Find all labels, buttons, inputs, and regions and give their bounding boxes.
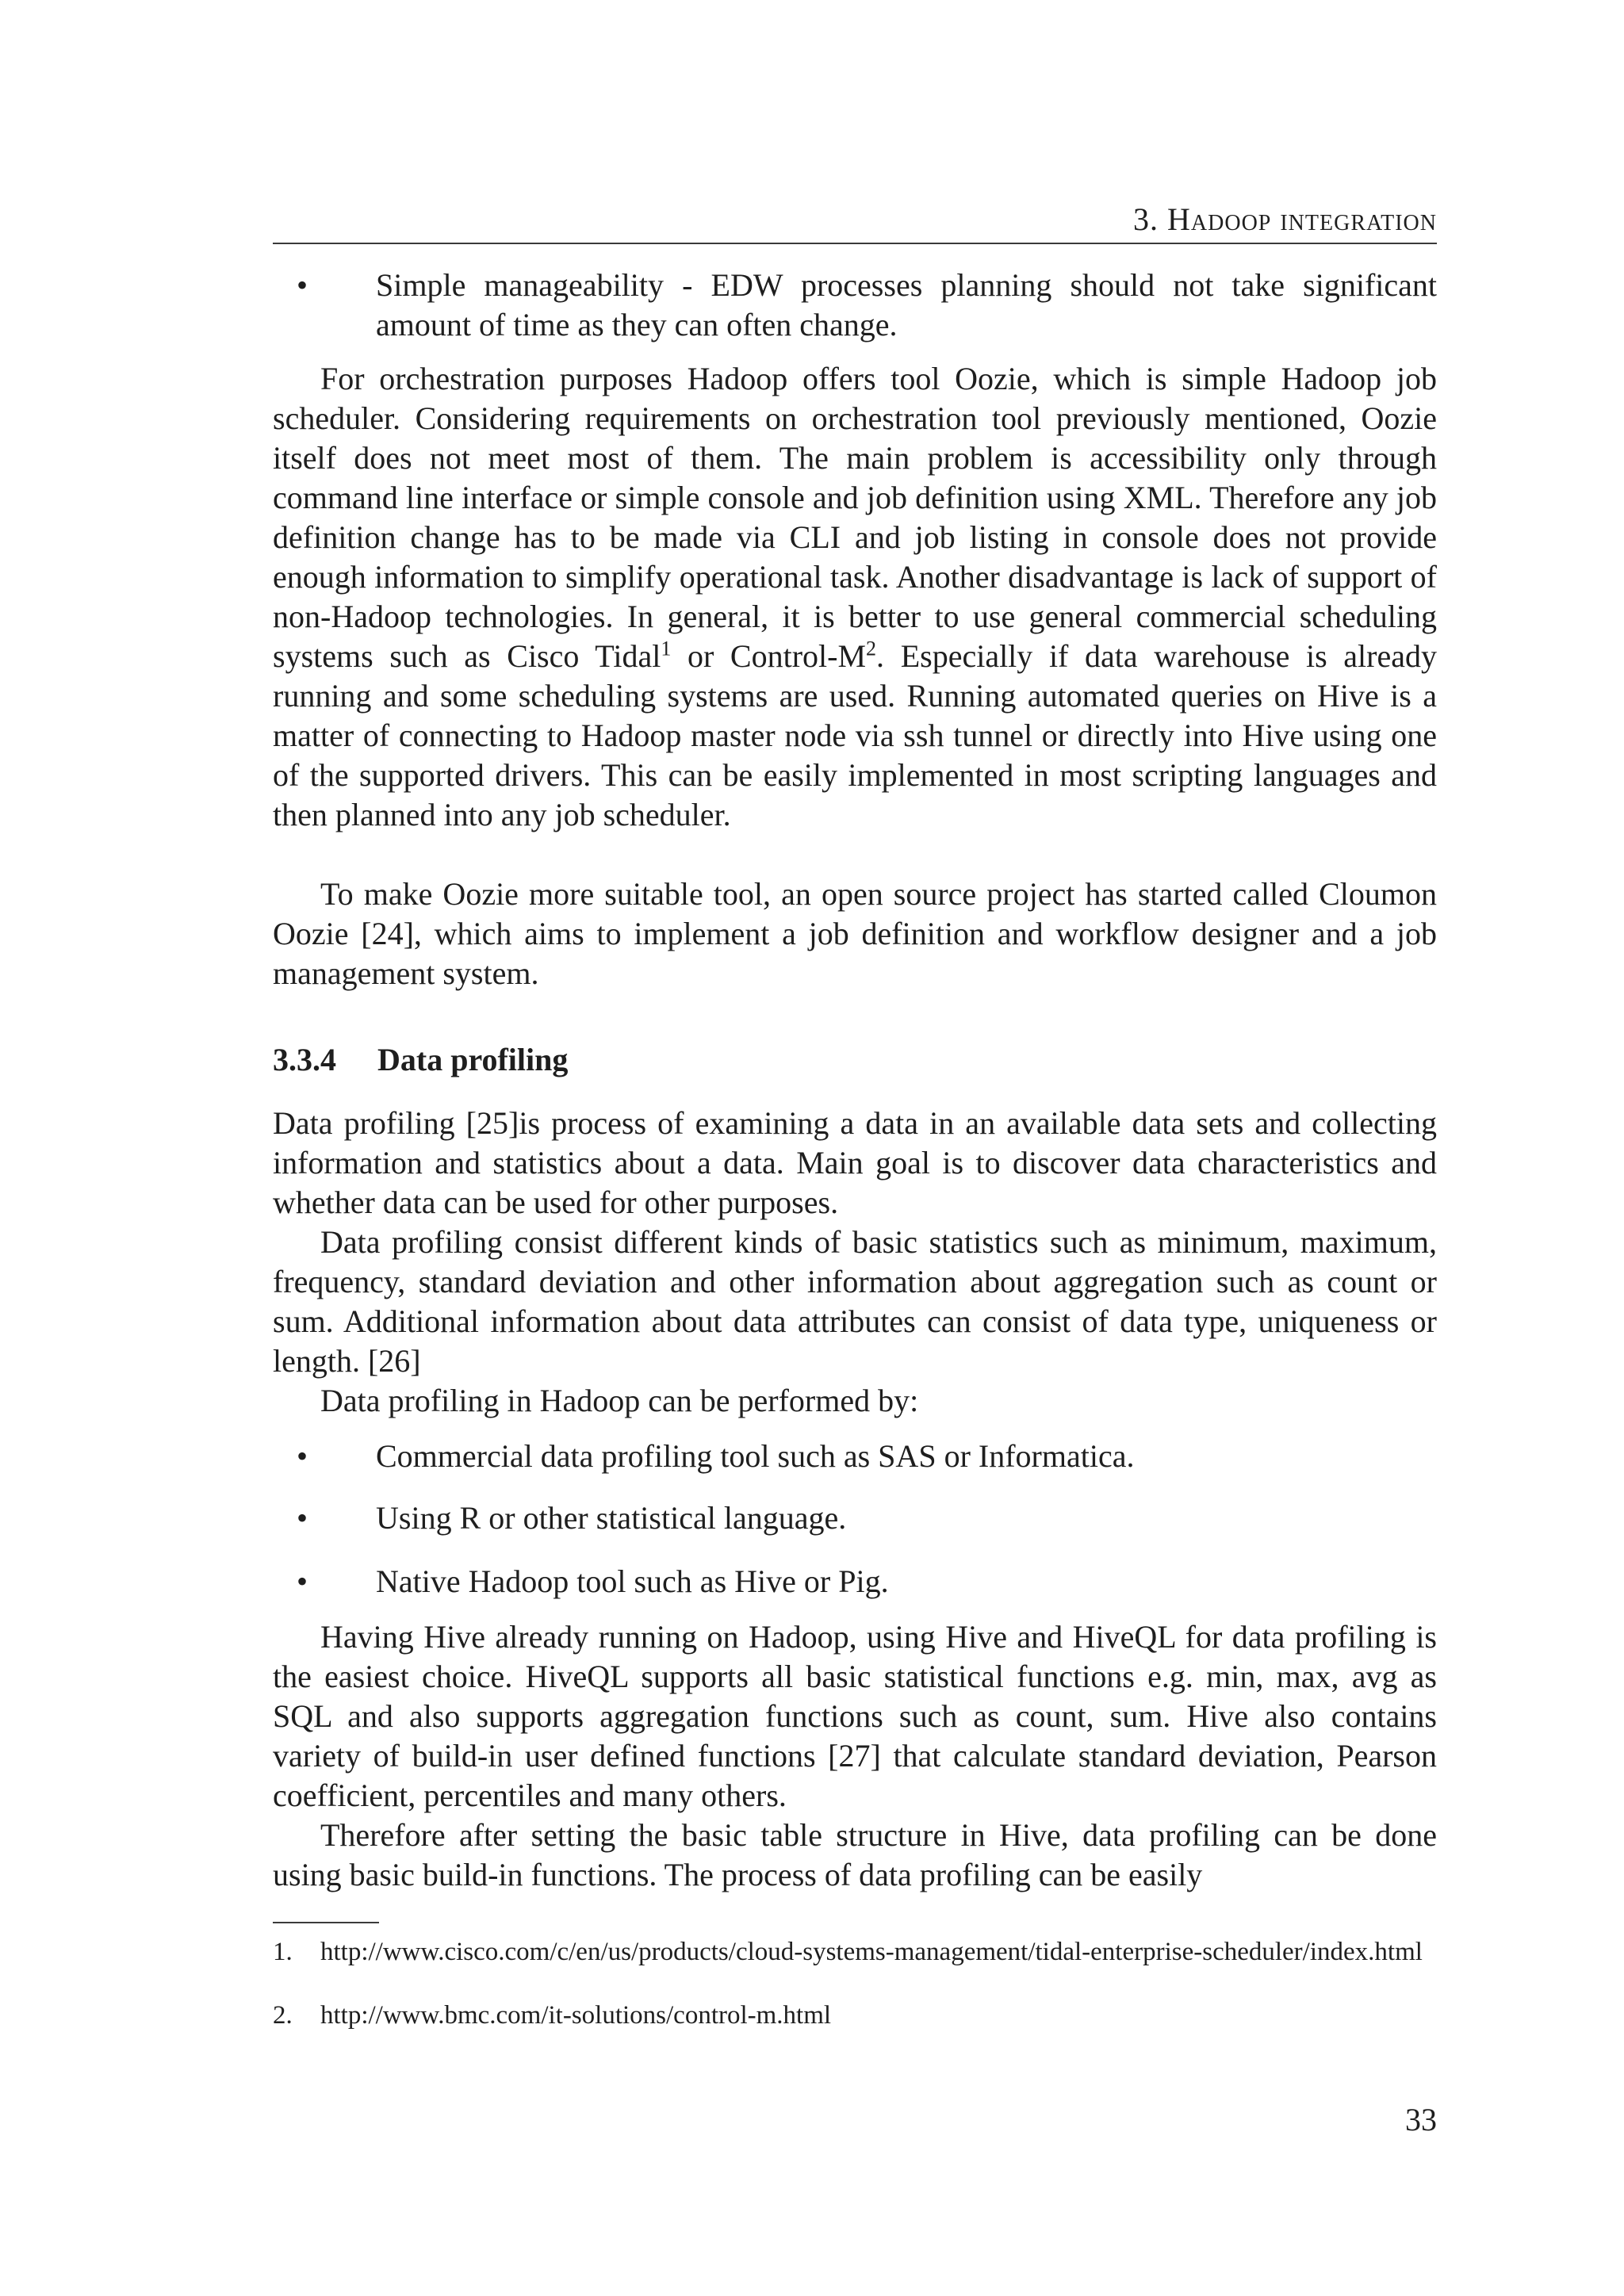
paragraph-hive: Having Hive already running on Hadoop, using Hive and HiveQL for data profiling is the easiest choice. HiveQL supports all basic statistical functions e.g. min, max, avg as SQL and also supports aggregation functions such as count, sum. Hive also contains variety of build-in user defined functions [27] that calculate standard deviation, Pearson coefficient, percentiles and many others. <box>273 1619 1437 1813</box>
bullet-marker: • <box>297 1563 308 1599</box>
section-title: Data profiling <box>377 1042 569 1077</box>
section-heading <box>273 1040 568 1080</box>
bullet-marker: • <box>297 267 308 303</box>
footnote-number: 2. <box>273 2001 293 2030</box>
bullet-text: Simple manageability - EDW processes planning should not take significant amount of time as they can often change. <box>376 267 1437 342</box>
bullet-text: Commercial data profiling tool such as SAS or Informatica. <box>376 1438 1135 1474</box>
paragraph-oozie-part2: or Control-M <box>671 638 867 674</box>
paragraph-oozie-part1: For orchestration purposes Hadoop offers tool Oozie, which is simple Hadoop job scheduler. Considering requirements on orchestration tool previously mentioned, Oozie itself does not meet most of them. The main problem is accessibility only through command line interface or simple console and job definition using XML. Therefore any job definition change has to be made via CLI and job listing in console does not provide enough information to simplify operational task. Another disadvantage is lack of support of non-Hadoop technologies. In general, it is better to use general commercial scheduling systems such as Cisco Tidal <box>273 361 1437 674</box>
footnote-ref-1: 1 <box>661 637 672 660</box>
chapter-heading <box>1133 201 1437 238</box>
footnote-1 <box>273 1936 1437 1968</box>
paragraph-profiling-hadoop: Data profiling in Hadoop can be performed by: <box>320 1383 919 1418</box>
paragraph-therefore: Therefore after setting the basic table structure in Hive, data profiling can be done using basic build-in functions. The process of data profiling can be easily <box>273 1817 1437 1892</box>
paragraph-oozie-part3: . Especially if data warehouse is already running and some scheduling systems are used. Running automated queries on Hive is a matter of connecting to Hadoop master node via ssh tunnel or directly into Hive using one of the supported drivers. This can be easily implemented in most scripting languages and then planned into any job scheduler. <box>273 638 1437 832</box>
footnote-2 <box>273 1999 1437 2031</box>
footnote-link[interactable]: http://www.cisco.com/c/en/us/products/cloud-systems-management/tidal-enterprise-scheduler/index.html <box>320 1938 1423 1966</box>
page-number: 33 <box>1405 2102 1437 2137</box>
section-number: 3.3.4 <box>273 1042 336 1077</box>
footnote-link[interactable]: http://www.bmc.com/it-solutions/control-m.html <box>320 2001 832 2030</box>
paragraph-oozie <box>273 359 1437 835</box>
bullet-text: Using R or other statistical language. <box>376 1500 847 1536</box>
footnote-number: 1. <box>273 1938 293 1966</box>
paragraph-profiling-statistics: Data profiling consist different kinds of basic statistics such as minimum, maximum, frequency, standard deviation and other information about aggregation such as count or sum. Additional information about data attributes can consist of data type, uniqueness or length. [26] <box>273 1224 1437 1379</box>
paragraph-profiling-intro: Data profiling [25]is process of examining a data in an available data sets and collecting information and statistics about a data. Main goal is to discover data characteristics and whether data can be used for other purposes. <box>273 1105 1437 1220</box>
bullet-marker: • <box>297 1500 308 1536</box>
running-header <box>273 200 1437 244</box>
bullet-marker: • <box>297 1438 308 1474</box>
footnote-ref-2: 2 <box>866 637 877 660</box>
paragraph-cloumon: To make Oozie more suitable tool, an open source project has started called Cloumon Oozie [24], which aims to implement a job definition and workflow designer and a job management system. <box>273 876 1437 991</box>
chapter-number: 3. <box>1133 201 1159 237</box>
footnote-rule <box>273 1922 379 1923</box>
bullet-text: Native Hadoop tool such as Hive or Pig. <box>376 1563 889 1599</box>
chapter-title: Hadoop integration <box>1167 201 1437 237</box>
